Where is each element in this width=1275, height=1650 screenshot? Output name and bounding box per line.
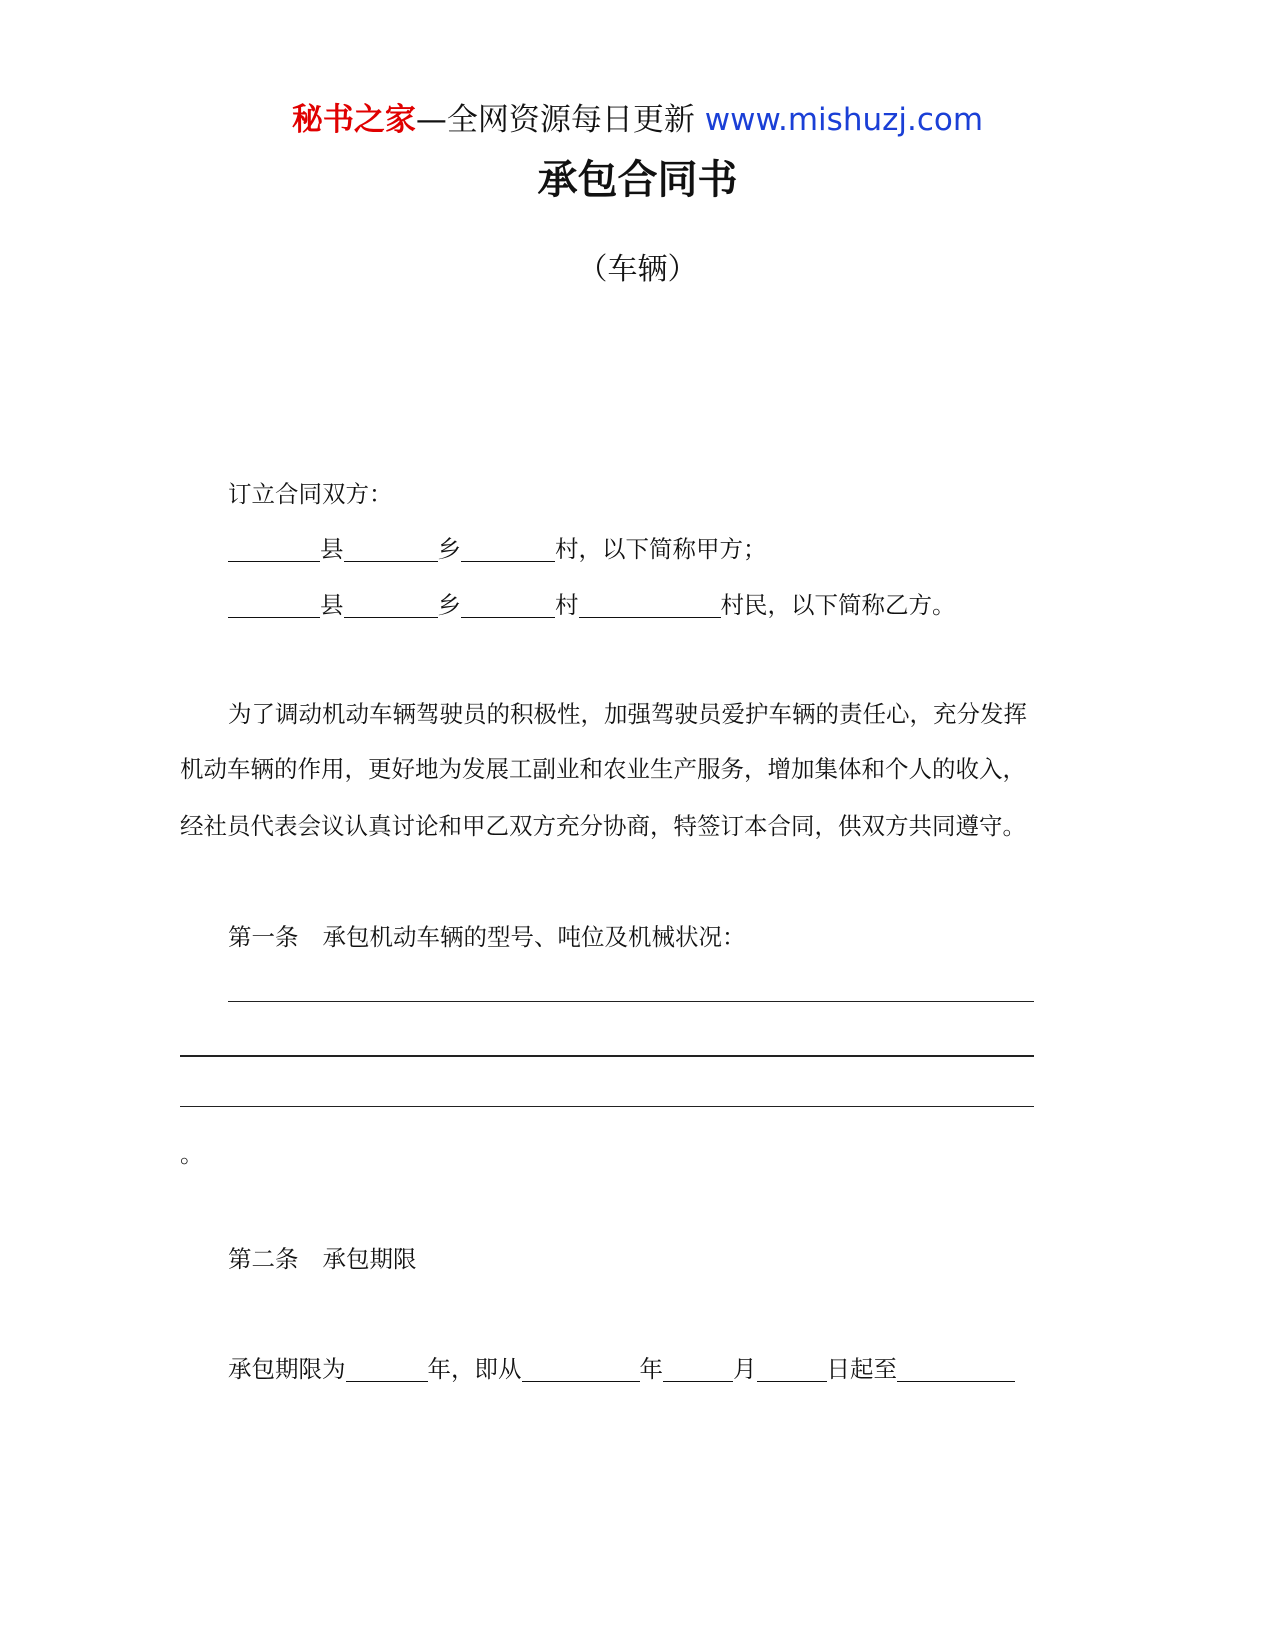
blank-county-b[interactable] [228,593,320,618]
fill-line-2[interactable] [180,1055,1034,1057]
term-lead: 承包期限为 [228,1355,346,1383]
site-url[interactable]: www.mishuzj.com [704,102,984,138]
blank-end-date[interactable] [897,1357,1015,1382]
day-to-label: 日起至 [826,1355,897,1383]
site-header [0,100,1275,140]
article-number: 第二条 [228,1245,299,1273]
blank-start-day[interactable] [757,1357,827,1382]
header-slogan: —全网资源每日更新 [415,102,695,138]
blank-start-year[interactable] [522,1357,640,1382]
article-number: 第一条 [228,923,299,951]
brand-name: 秘书之家 [291,102,416,138]
article-2-heading [228,1243,417,1275]
county-label: 县 [320,591,344,619]
document-title: 承包合同书 [537,157,738,203]
blank-villager-name[interactable] [579,593,721,618]
fill-line-1[interactable] [228,1001,1034,1002]
township-label: 乡 [437,591,461,619]
preamble-line-1: 为了调动机动车辆驾驶员的积极性，加强驾驶员爱护车辆的责任心，充分发挥 [228,700,1027,728]
party-b-suffix: 村民，以下简称乙方。 [720,591,956,619]
document-subtitle: （车辆） [577,252,698,287]
month-label: 月 [733,1355,757,1383]
county-label: 县 [320,535,344,563]
article-1-end-mark: 。 [180,1140,204,1168]
article-title: 承包机动车辆的型号、吨位及机械状况： [322,923,746,951]
preamble-line-2: 机动车辆的作用，更好地为发展工副业和农业生产服务，增加集体和个人的收入， [180,755,1026,783]
party-b-line [228,589,956,621]
party-a-line [228,533,767,565]
fill-line-3[interactable] [180,1106,1034,1107]
term-line [228,1353,1015,1385]
year-label: 年 [639,1355,663,1383]
village-label: 村 [555,591,579,619]
blank-term-years[interactable] [346,1357,428,1382]
blank-township-b[interactable] [344,593,438,618]
blank-village-a[interactable] [461,537,555,562]
term-years-label: 年，即从 [427,1355,522,1383]
blank-township-a[interactable] [344,537,438,562]
article-1-heading [228,921,746,953]
blank-county-a[interactable] [228,537,320,562]
preamble-line-3: 经社员代表会议认真讨论和甲乙双方充分协商，特签订本合同，供双方共同遵守。 [180,812,1026,840]
blank-start-month[interactable] [663,1357,733,1382]
township-label: 乡 [437,535,461,563]
blank-village-b[interactable] [461,593,555,618]
article-title: 承包期限 [322,1245,417,1273]
parties-intro: 订立合同双方： [228,480,393,508]
party-a-suffix: 村，以下简称甲方； [555,535,767,563]
